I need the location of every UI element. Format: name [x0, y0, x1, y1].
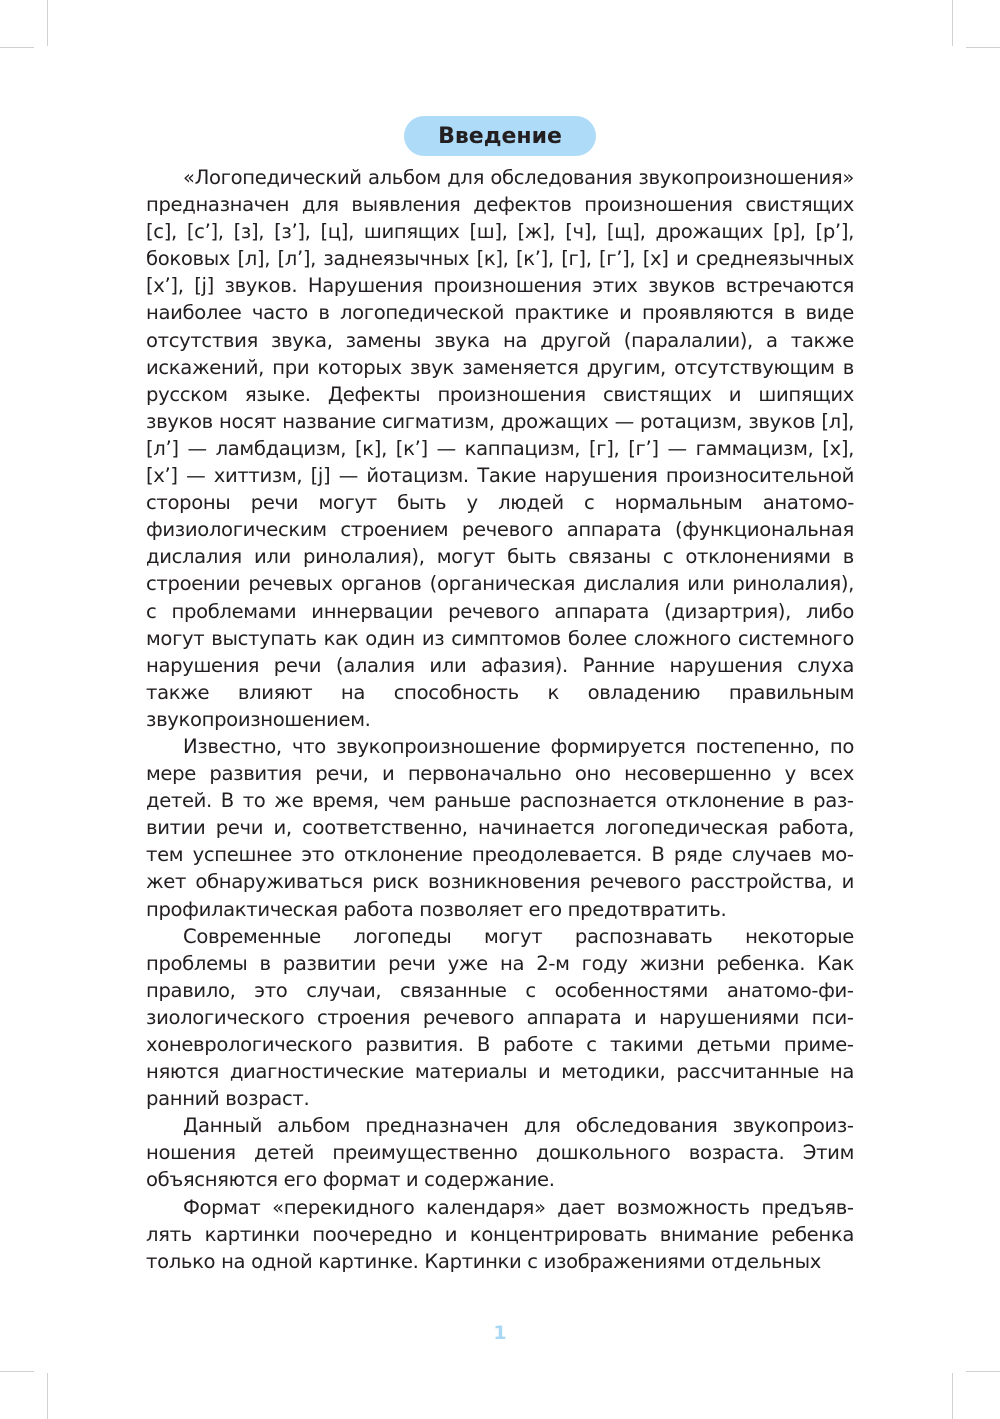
paragraph: Современные логопеды могут распознавать некоторые проблемы в развитии речи уже на 2-м году жизни ребенка. Как правило, это случаи, связанные с особенностями анатомо-физиологического строения речевого аппарата и нарушениями психоневрологического развития. В работе с такими детьми применяются диагностические материалы и методики, рассчитанные на ранний возраст. — [146, 924, 854, 1111]
crop-mark — [966, 1371, 1000, 1372]
crop-mark — [47, 0, 48, 46]
page-number: 1 — [493, 1322, 507, 1344]
paragraph: Формат «перекидного календаря» дает возможность предъявлять картинки поочередно и концентрировать внимание ребенка только на одной картинке. Картинки с изображениями отдельных — [146, 1195, 854, 1273]
paragraph: «Логопедический альбом для обследования звукопроизношения» предназначен для выявления дефектов произношения свистящих [с], [с’], [з], [з’], [ц], шипящих [ш], [ж], [ч], [щ], дрожащих [р], [р’], боковых [л], [л’], заднеязычных [к], [к’], [г], [г’], [х] и среднеязычных [х’], [j] звуков. Нарушения произношения этих звуков встречаются наиболее часто в логопедической практике и проявляются в виде отсутствия звука, замены звука на другой (паралалии), а также искажений, при которых звук заменяется другим, отсутствующим в русском языке. Дефекты произношения свистящих и шипящих звуков носят название сигматизм, дрожащих — ротацизм, звуков [л], [л’] — ламбдацизм, [к], [к’] — каппацизм, [г], [г’] — гаммацизм, [х], [х’] — хиттизм, [j] — йотацизм. Такие нарушения произносительной стороны речи могут быть у людей с нормальным анатомо-физиологическим строением речевого аппарата (функциональная дислалия или ринолалия), могут быть связаны с отклонениями в строении речевых органов (органическая дислалия или ринолалия), с проблемами иннервации речевого аппарата (дизартрия), либо могут выступать как один из симптомов более сложного системного нарушения речи (алалия или афазия). Ранние нарушения слуха также влияют на способность к овладению правильным звукопроизношением. — [146, 166, 854, 731]
crop-mark — [0, 1371, 34, 1372]
crop-mark — [966, 47, 1000, 48]
page-title: Введение — [404, 116, 596, 156]
paragraph: Данный альбом предназначен для обследования звукопроизношения детей преимущественно дошкольного возраста. Этим объясняются его формат и содержание. — [146, 1114, 854, 1192]
crop-mark — [0, 47, 34, 48]
paragraph: Известно, что звукопроизношение формируется постепенно, по мере развития речи, и первоначально оно несовершенно у всех детей. В то же время, чем раньше распознается отклонение в развитии речи и, соответственно, начинается логопедическая работа, тем успешнее это отклонение преодолевается. В ряде случаев может обнаруживаться риск возникновения речевого расстройства, и профилактическая работа позволяет его предотвратить. — [146, 734, 854, 921]
crop-mark — [47, 1373, 48, 1419]
crop-mark — [952, 1373, 953, 1419]
crop-mark — [952, 0, 953, 46]
body-text — [146, 164, 854, 1275]
